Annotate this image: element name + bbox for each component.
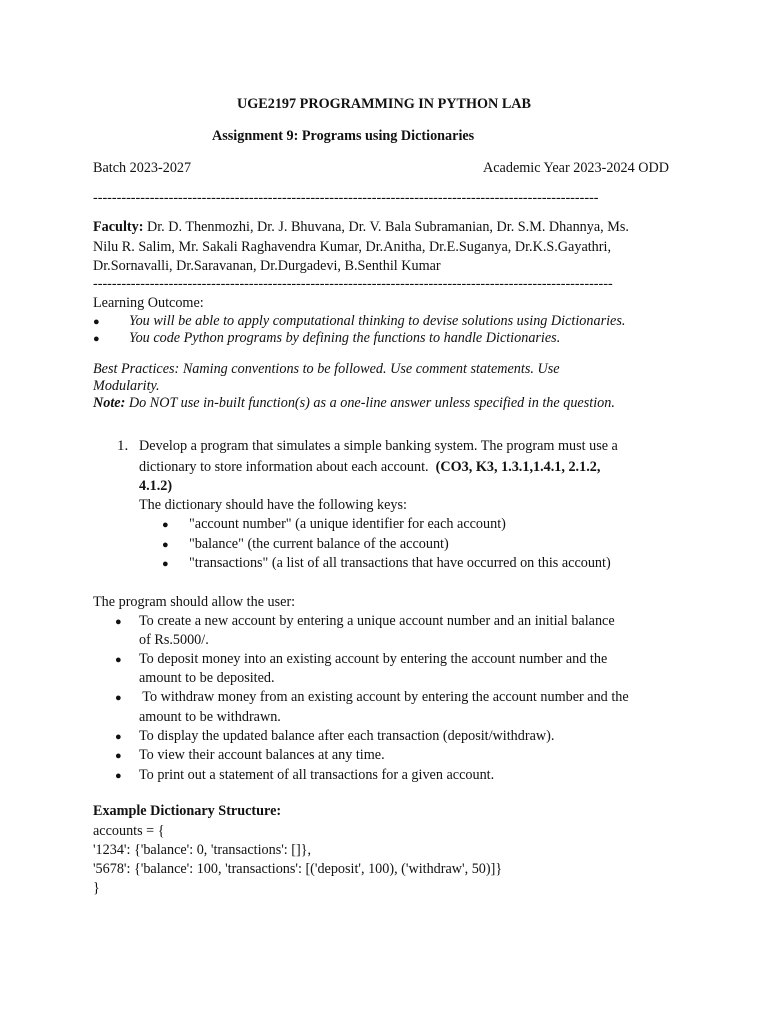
question-number: 1.: [117, 438, 129, 454]
requirement-item-cont: of Rs.5000/.: [139, 632, 209, 648]
example-heading: Example Dictionary Structure:: [93, 803, 282, 819]
dictionary-key-item: ● "balance" (the current balance of the account): [162, 535, 449, 555]
course-outcome-codes: (CO3, K3, 1.3.1,1.4.1, 2.1.2,: [435, 459, 601, 475]
code-line: accounts = {: [93, 823, 165, 839]
bullet-icon: ●: [115, 692, 122, 704]
requirement-item: ● To print out a statement of all transactions for a given account.: [115, 766, 494, 786]
assignment-title: Assignment 9: Programs using Dictionaries: [212, 128, 475, 144]
bullet-icon: ●: [93, 316, 100, 328]
requirement-item: ● To create a new account by entering a unique account number and an initial balance: [115, 612, 615, 632]
faculty-label: Faculty:: [93, 219, 144, 235]
requirement-item-cont: amount to be deposited.: [139, 670, 275, 686]
bullet-icon: ●: [115, 616, 122, 628]
best-practices-line-1: Best Practices: Naming conventions to be followed. Use comment statements. Use: [93, 361, 560, 377]
code-line: '5678': {'balance': 100, 'transactions': [('deposit', 100), ('withdraw', 50)]}: [93, 861, 503, 877]
separator-line: --------------------------------------------------------------------------------------------------------------: [93, 276, 613, 292]
question-1-line-1: 1. Develop a program that simulates a simple banking system. The program must use a: [117, 437, 618, 456]
bullet-icon: ●: [93, 333, 100, 345]
separator-line: -----------------------------------------------------------------------------------------------------------: [93, 190, 599, 206]
bullet-icon: ●: [115, 731, 122, 743]
requirement-item: ● To deposit money into an existing account by entering the account number and the: [115, 650, 607, 670]
learning-outcome-item: ● You code Python programs by defining the functions to handle Dictionaries.: [93, 329, 560, 349]
bullet-icon: ●: [115, 770, 122, 782]
course-title: UGE2197 PROGRAMMING IN PYTHON LAB: [237, 96, 531, 112]
bullet-icon: ●: [115, 750, 122, 762]
batch-text: Batch 2023-2027: [93, 160, 192, 176]
requirement-item: ● To display the updated balance after each transaction (deposit/withdraw).: [115, 727, 554, 747]
question-1-line-2: dictionary to store information about each account. (CO3, K3, 1.3.1,1.4.1, 2.1.2,: [139, 459, 601, 475]
bullet-icon: ●: [162, 539, 169, 551]
requirement-item-cont: amount to be withdrawn.: [139, 709, 281, 725]
bullet-icon: ●: [162, 558, 169, 570]
best-practices-line-2: Modularity.: [93, 378, 160, 394]
keys-intro: The dictionary should have the following keys:: [139, 497, 407, 513]
learning-outcome-item: ● You will be able to apply computational thinking to devise solutions using Dictionaries.: [93, 312, 625, 332]
faculty-line-3: Dr.Sornavalli, Dr.Saravanan, Dr.Durgadevi, B.Senthil Kumar: [93, 258, 441, 274]
faculty-names-1: Dr. D. Thenmozhi, Dr. J. Bhuvana, Dr. V. Bala Subramanian, Dr. S.M. Dhannya, Ms.: [143, 219, 629, 235]
code-line: }: [93, 880, 100, 896]
faculty-line-1: [93, 218, 629, 237]
program-allow-intro: The program should allow the user:: [93, 594, 296, 610]
note-label: Note:: [93, 395, 126, 411]
learning-outcome-label: Learning Outcome:: [93, 295, 204, 311]
requirement-item: ● To withdraw money from an existing account by entering the account number and the: [115, 688, 629, 708]
bullet-icon: ●: [162, 519, 169, 531]
dictionary-key-item: ● "transactions" (a list of all transactions that have occurred on this account): [162, 554, 611, 574]
course-outcome-codes-cont: 4.1.2): [139, 478, 173, 494]
note-text: Do NOT use in-built function(s) as a one-line answer unless specified in the question.: [125, 395, 615, 411]
faculty-line-2: Nilu R. Salim, Mr. Sakali Raghavendra Kumar, Dr.Anitha, Dr.E.Suganya, Dr.K.S.Gayathri,: [93, 239, 611, 255]
bullet-icon: ●: [115, 654, 122, 666]
note-line: [93, 394, 615, 413]
requirement-item: ● To view their account balances at any time.: [115, 746, 385, 766]
dictionary-key-item: ● "account number" (a unique identifier for each account): [162, 515, 506, 535]
academic-year-text: Academic Year 2023-2024 ODD: [483, 160, 669, 176]
code-line: '1234': {'balance': 0, 'transactions': []},: [93, 842, 312, 858]
